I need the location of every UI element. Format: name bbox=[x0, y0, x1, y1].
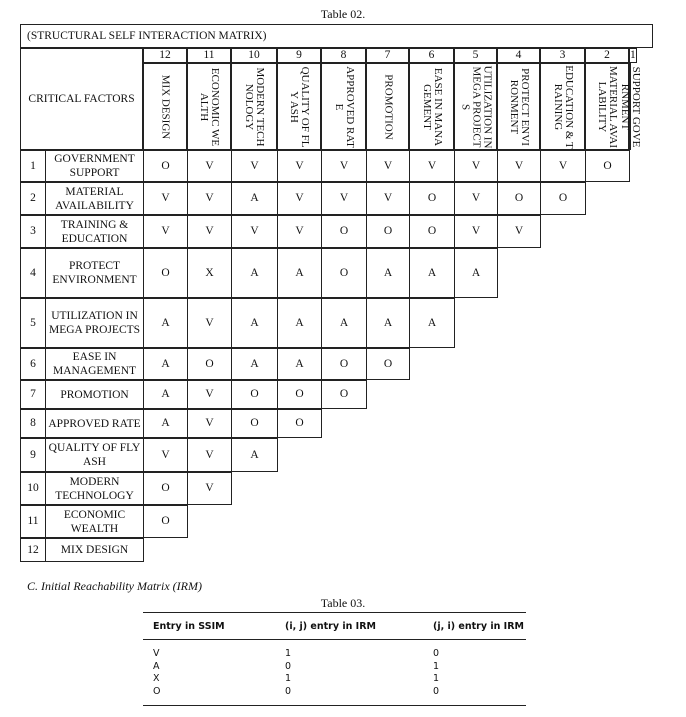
ssim-cell: O bbox=[321, 348, 367, 380]
column-label-text: QUALITY OF FLY ASH bbox=[288, 66, 311, 147]
table03-caption: Table 03. bbox=[320, 596, 366, 610]
ssim-cell: A bbox=[143, 298, 188, 348]
ssim-cell: O bbox=[143, 150, 188, 182]
column-number: 3 bbox=[540, 48, 585, 63]
ssim-cell: O bbox=[143, 505, 188, 538]
ssim-cell: V bbox=[321, 182, 367, 215]
row-number: 4 bbox=[20, 248, 46, 298]
ssim-cell: A bbox=[321, 298, 367, 348]
row-factor: GOVERNMENT SUPPORT bbox=[45, 150, 144, 182]
column-number: 5 bbox=[454, 48, 497, 63]
irm-cell: O bbox=[153, 685, 161, 697]
column-label bbox=[277, 63, 321, 150]
irm-cell: A bbox=[153, 660, 160, 672]
row-number: 1 bbox=[20, 150, 46, 182]
column-label-text: APPROVED RATE bbox=[332, 65, 356, 148]
irm-top-rule bbox=[143, 612, 526, 613]
ssim-cell: V bbox=[187, 472, 232, 505]
column-label-text: EASE IN MANAGEMENT bbox=[420, 67, 444, 146]
ssim-cell: O bbox=[366, 215, 410, 248]
column-number: 12 bbox=[143, 48, 187, 63]
ssim-table bbox=[20, 24, 653, 565]
ssim-cell: O bbox=[187, 348, 232, 380]
column-label bbox=[454, 63, 497, 150]
row-factor: QUALITY OF FLY ASH bbox=[45, 438, 144, 472]
column-number: 6 bbox=[409, 48, 454, 63]
ssim-cell: V bbox=[497, 150, 541, 182]
column-label-text: PROTECT ENVIRONMENT bbox=[507, 67, 531, 146]
column-label bbox=[321, 63, 366, 150]
irm-cell: X bbox=[153, 673, 160, 684]
row-factor: APPROVED RATE bbox=[45, 409, 144, 438]
ssim-cell: V bbox=[454, 182, 498, 215]
row-number: 9 bbox=[20, 438, 46, 472]
table02-caption: Table 02. bbox=[320, 7, 366, 21]
row-factor: ECONOMIC WEALTH bbox=[45, 505, 144, 538]
ssim-cell: O bbox=[143, 472, 188, 505]
row-factor: TRAINING & EDUCATION bbox=[45, 215, 144, 248]
column-label bbox=[497, 63, 540, 150]
row-number: 7 bbox=[20, 380, 46, 409]
ssim-cell: V bbox=[277, 182, 322, 215]
ssim-cell: V bbox=[187, 182, 232, 215]
ssim-cell: V bbox=[540, 150, 586, 182]
irm-cell: 0 bbox=[285, 660, 292, 672]
column-label bbox=[409, 63, 454, 150]
irm-cell: 0 bbox=[433, 648, 440, 659]
ssim-cell: V bbox=[231, 215, 278, 248]
column-label-text: EDUCATION & TRAINING bbox=[551, 64, 575, 149]
ssim-cell: O bbox=[540, 182, 586, 215]
ssim-cell: V bbox=[187, 298, 232, 348]
column-number: 10 bbox=[231, 48, 277, 63]
ssim-cell: V bbox=[366, 182, 410, 215]
column-number: 1 bbox=[630, 49, 636, 61]
row-factor: MATERIAL AVAILABILITY bbox=[45, 182, 144, 215]
ssim-cell: A bbox=[277, 298, 322, 348]
column-number: 4 bbox=[497, 48, 540, 63]
ssim-cell: V bbox=[366, 150, 410, 182]
ssim-cell: V bbox=[187, 215, 232, 248]
row-factor: PROTECT ENVIRONMENT bbox=[45, 248, 144, 298]
ssim-title: (STRUCTURAL SELF INTERACTION MATRIX) bbox=[20, 24, 653, 48]
row-number: 12 bbox=[20, 538, 46, 562]
irm-header-rule bbox=[143, 639, 526, 640]
column-label bbox=[540, 63, 585, 150]
ssim-cell: V bbox=[277, 150, 322, 182]
ssim-cell: A bbox=[231, 438, 278, 472]
ssim-cell: O bbox=[585, 150, 630, 182]
irm-cell: 1 bbox=[433, 660, 440, 672]
ssim-cell: A bbox=[277, 248, 322, 298]
column-label bbox=[366, 63, 409, 150]
ssim-cell: A bbox=[143, 409, 188, 438]
ssim-cell: V bbox=[187, 438, 232, 472]
row-number: 8 bbox=[20, 409, 46, 438]
row-number: 11 bbox=[20, 505, 46, 538]
row-factor: PROMOTION bbox=[45, 380, 144, 409]
ssim-cell: O bbox=[409, 215, 455, 248]
ssim-cell: V bbox=[143, 182, 188, 215]
irm-cell: 1 bbox=[433, 673, 440, 684]
row-factor: MODERN TECHNOLOGY bbox=[45, 472, 144, 505]
ssim-cell: O bbox=[231, 380, 278, 409]
ssim-cell: V bbox=[454, 150, 498, 182]
column-number: 11 bbox=[187, 48, 231, 63]
column-label-text: MIX DESIGN bbox=[159, 74, 172, 139]
column-label-text: MODERN TECHNOLOGY bbox=[243, 67, 266, 146]
ssim-cell: V bbox=[409, 150, 455, 182]
ssim-cell: O bbox=[277, 409, 322, 438]
ssim-cell: A bbox=[231, 182, 278, 215]
column-number: 9 bbox=[277, 48, 321, 63]
ssim-cell: V bbox=[497, 215, 541, 248]
ssim-cell: O bbox=[321, 215, 367, 248]
ssim-cell: O bbox=[409, 182, 455, 215]
column-number: 2 bbox=[585, 48, 629, 63]
ssim-cell: O bbox=[321, 380, 367, 409]
column-label bbox=[187, 63, 231, 150]
irm-cell: 0 bbox=[285, 685, 292, 697]
irm-cell: 1 bbox=[285, 673, 292, 684]
irm-header-ji: (j, i) entry in IRM bbox=[433, 621, 524, 632]
ssim-cell: V bbox=[231, 150, 278, 182]
ssim-cell: V bbox=[187, 380, 232, 409]
irm-section-heading: C. Initial Reachability Matrix (IRM) bbox=[27, 579, 202, 593]
column-label-text: PROMOTION bbox=[382, 73, 394, 140]
ssim-cell: O bbox=[277, 380, 322, 409]
row-factor: UTILIZATION IN MEGA PROJECTS bbox=[45, 298, 144, 348]
ssim-cell: O bbox=[366, 348, 410, 380]
critical-factors-header: CRITICAL FACTORS bbox=[20, 48, 143, 150]
row-number: 5 bbox=[20, 298, 46, 348]
ssim-cell: V bbox=[454, 215, 498, 248]
ssim-cell: V bbox=[187, 150, 232, 182]
row-number: 6 bbox=[20, 348, 46, 380]
irm-header-entry: Entry in SSIM bbox=[153, 621, 225, 632]
ssim-cell: A bbox=[409, 248, 455, 298]
ssim-cell: A bbox=[366, 248, 410, 298]
row-factor: EASE IN MANAGEMENT bbox=[45, 348, 144, 380]
column-label bbox=[619, 63, 642, 150]
irm-cell: V bbox=[153, 648, 160, 659]
ssim-cell: V bbox=[321, 150, 367, 182]
row-factor: MIX DESIGN bbox=[45, 538, 144, 562]
row-number: 3 bbox=[20, 215, 46, 248]
ssim-cell: A bbox=[143, 380, 188, 409]
ssim-cell: O bbox=[321, 248, 367, 298]
ssim-cell: A bbox=[409, 298, 455, 348]
irm-table bbox=[143, 612, 526, 706]
ssim-cell: V bbox=[277, 215, 322, 248]
ssim-cell: V bbox=[187, 409, 232, 438]
ssim-cell: A bbox=[454, 248, 498, 298]
irm-cell: 1 bbox=[285, 648, 292, 659]
ssim-cell: A bbox=[231, 348, 278, 380]
irm-cell: 0 bbox=[433, 685, 440, 697]
ssim-cell: V bbox=[143, 438, 188, 472]
ssim-cell: A bbox=[277, 348, 322, 380]
column-label bbox=[143, 63, 187, 150]
column-label-text: MATERIAL AVAILABILITY bbox=[596, 65, 619, 148]
ssim-cell: A bbox=[143, 348, 188, 380]
column-label-text: UTILIZATION IN MEGA PROJECTS bbox=[459, 65, 493, 148]
column-label bbox=[231, 63, 277, 150]
row-number: 2 bbox=[20, 182, 46, 215]
column-label-text: SUPPORT GOVERNMENT bbox=[619, 66, 642, 147]
irm-header-ij: (i, j) entry in IRM bbox=[285, 621, 376, 632]
irm-bottom-rule bbox=[143, 705, 526, 706]
ssim-cell: V bbox=[143, 215, 188, 248]
column-label-text: ECONOMIC WEALTH bbox=[198, 67, 221, 146]
ssim-cell: A bbox=[231, 248, 278, 298]
column-number: 8 bbox=[321, 48, 366, 63]
column-number: 7 bbox=[366, 48, 409, 63]
ssim-cell: O bbox=[497, 182, 541, 215]
row-number: 10 bbox=[20, 472, 46, 505]
ssim-cell: X bbox=[187, 248, 232, 298]
ssim-cell: O bbox=[231, 409, 278, 438]
ssim-cell: O bbox=[143, 248, 188, 298]
ssim-cell: A bbox=[231, 298, 278, 348]
ssim-cell: A bbox=[366, 298, 410, 348]
